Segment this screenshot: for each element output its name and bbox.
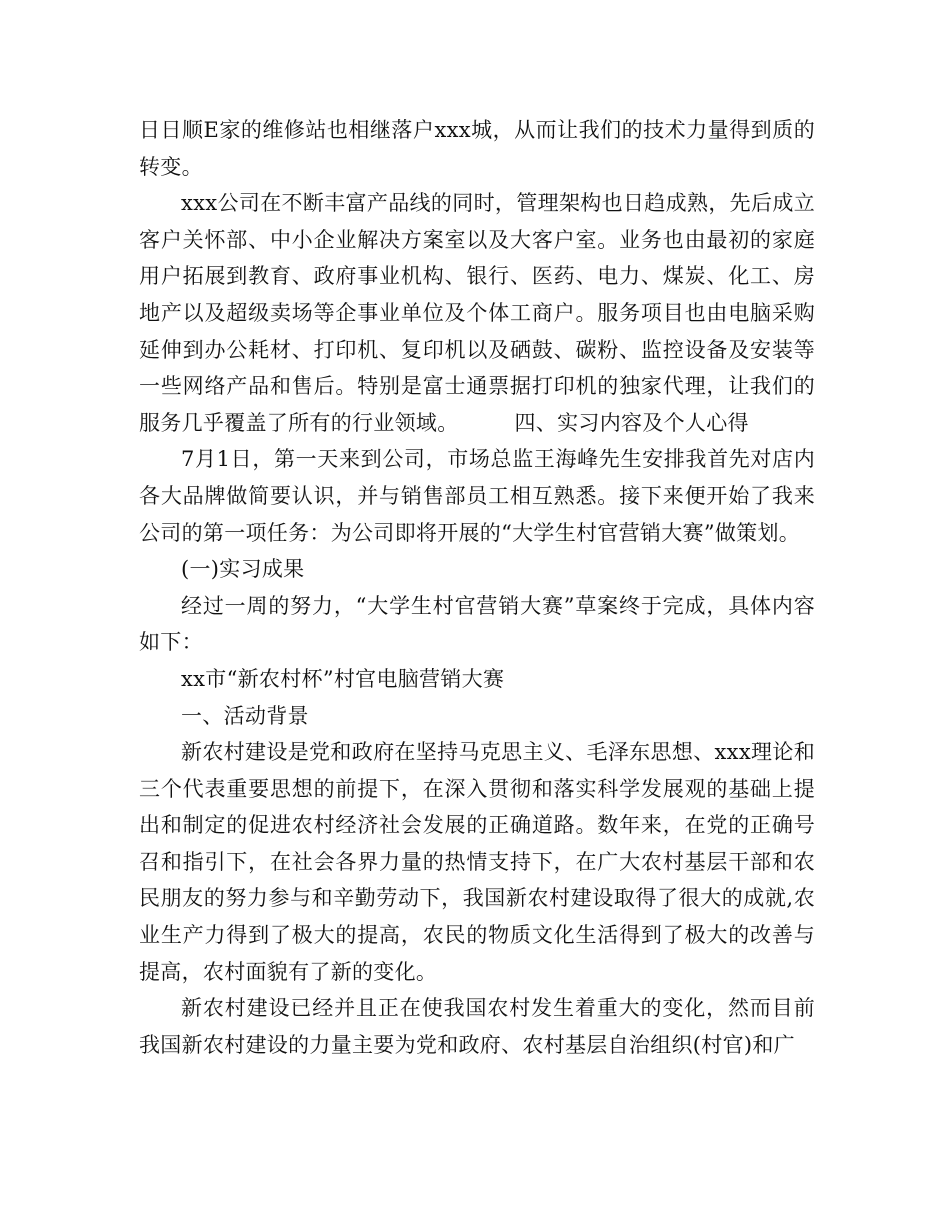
- paragraph-1: [139, 112, 815, 185]
- paragraph-9: [139, 990, 815, 1063]
- paragraph-text: 新农村建设是党和政府在坚持马克思主义、毛泽东思想、xxx理论和三个代表重要思想的前提下，在深入贯彻和落实科学发展观的基础上提出和制定的促进农村经济社会发展的正确道路。数年来，在党的正确号召和指引下，在社会各界力量的热情支持下，在广大农村基层干部和农民朋友的努力参与和辛勤劳动下，我国新农村建设取得了很大的成就,农业生产力得到了极大的提高，农民的物质文化生活得到了极大的改善与提高，农村面貌有了新的变化。: [139, 740, 815, 984]
- paragraph-text: 一、活动背景: [181, 703, 309, 728]
- paragraph-text: 经过一周的努力，“大学生村官营销大赛”草案终于完成，具体内容如下：: [139, 593, 815, 655]
- section-heading: [139, 698, 815, 735]
- paragraph-text: (一)实习成果: [181, 557, 305, 582]
- paragraph-5: [139, 588, 815, 661]
- event-title: [139, 661, 815, 698]
- paragraph-text: 新农村建设已经并且正在使我国农村发生着重大的变化，然而目前我国新农村建设的力量主要为党和政府、农村基层自治组织(村官)和广: [139, 996, 815, 1057]
- subsection-heading: [139, 551, 815, 588]
- paragraph-text: xxx公司在不断丰富产品线的同时，管理架构也日趋成熟，先后成立客户关怀部、中小企业解决方案室以及大客户室。业务也由最初的家庭用户拓展到教育、政府事业机构、银行、医药、电力、煤炭、化工、房地产以及超级卖场等企事业单位及个体工商户。服务项目也由电脑采购延伸到办公耗材、打印机、复印机以及硒鼓、碳粉、监控设备及安装等一些网络产品和售后。特别是富士通票据打印机的独家代理，让我们的服务几乎覆盖了所有的行业领域。: [139, 191, 815, 435]
- section-heading-inline: 四、实习内容及个人心得: [514, 410, 749, 435]
- document-body: [139, 112, 815, 1063]
- paragraph-text: 日日顺E家的维修站也相继落户xxx城，从而让我们的技术力量得到质的转变。: [139, 118, 815, 179]
- paragraph-text: 7月1日，第一天来到公司，市场总监王海峰先生安排我首先对店内各大品牌做简要认识，并与销售部员工相互熟悉。接下来便开始了我来公司的第一项任务：为公司即将开展的“大学生村官营销大赛”做策划。: [139, 447, 815, 545]
- paragraph-text: xx市“新农村杯”村官电脑营销大赛: [181, 666, 505, 691]
- paragraph-3: [139, 441, 815, 551]
- paragraph-2: [139, 185, 815, 441]
- paragraph-8: [139, 734, 815, 990]
